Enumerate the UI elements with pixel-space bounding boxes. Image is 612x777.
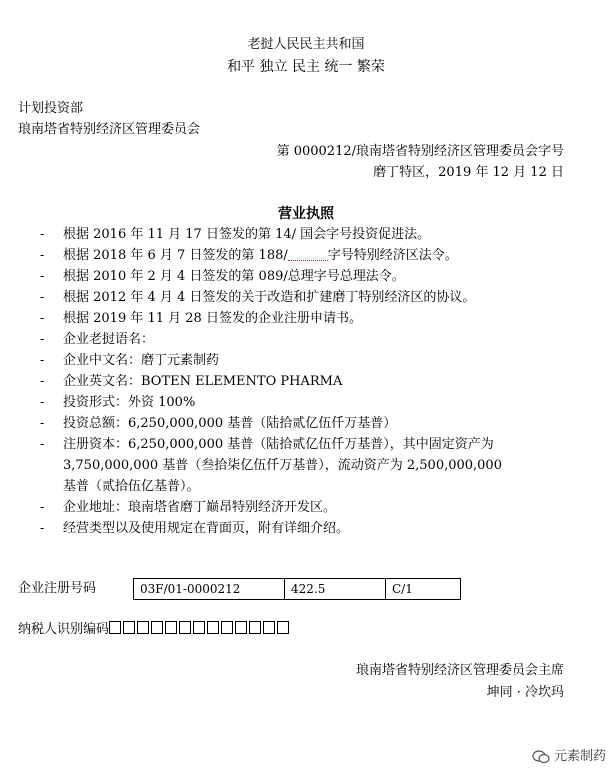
registration-number-cell: 03F/01-0000212 xyxy=(134,579,285,600)
list-item-continuation: 基普（贰拾伍亿基普）。 xyxy=(63,479,200,494)
list-item-continuation: 3,750,000,000 基普（叁拾柒亿伍仟万基普），流动资产为 2,500,000,000 xyxy=(63,458,502,473)
blank-underline xyxy=(288,250,328,261)
watermark-text: 元素制药 xyxy=(553,749,606,764)
list-bullet: - xyxy=(40,500,45,515)
tax-id-digit-box xyxy=(123,621,135,634)
list-bullet: - xyxy=(40,374,45,389)
wechat-icon xyxy=(532,750,550,764)
tax-id-digit-box xyxy=(263,621,275,634)
registration-label: 企业注册号码 xyxy=(18,581,97,596)
list-item: 注册资本：6,250,000,000 基普（陆拾贰亿伍仟万基普），其中固定资产为 xyxy=(63,437,494,452)
tax-id-digit-box xyxy=(165,621,177,634)
list-bullet: - xyxy=(40,353,45,368)
tax-id-digit-box xyxy=(249,621,261,634)
tax-id-digit-box xyxy=(193,621,205,634)
list-item: 根据 2016 年 11 月 17 日签发的第 14/ 国会字号投资促进法。 xyxy=(63,227,431,242)
tax-id-digit-box xyxy=(137,621,149,634)
list-item: 投资总额：6,250,000,000 基普（陆拾贰亿伍仟万基普） xyxy=(63,416,397,431)
list-bullet: - xyxy=(40,332,45,347)
national-motto: 和平 独立 民主 统一 繁荣 xyxy=(227,59,385,75)
list-item: 根据 2018 年 6 月 7 日签发的第 188/ 字号特别经济区法令。 xyxy=(63,248,458,263)
list-bullet: - xyxy=(40,290,45,305)
list-item: 根据 2012 年 4 月 4 日签发的关于改造和扩建磨丁特别经济区的协议。 xyxy=(63,290,476,305)
list-item: 经营类型以及使用规定在背面页，附有详细介绍。 xyxy=(63,521,350,536)
registration-table xyxy=(133,578,461,600)
tax-id-digit-box xyxy=(221,621,233,634)
tax-id-digit-box xyxy=(207,621,219,634)
tax-id-row xyxy=(18,621,291,639)
tax-id-digit-box xyxy=(235,621,247,634)
list-bullet: - xyxy=(40,521,45,536)
registration-class-cell: C/1 xyxy=(386,579,461,600)
list-bullet: - xyxy=(40,416,45,431)
tax-id-digit-box xyxy=(109,621,121,634)
issuer-committee: 琅南塔省特别经济区管理委员会 xyxy=(18,122,201,137)
tax-id-digit-box xyxy=(151,621,163,634)
list-bullet: - xyxy=(40,269,45,284)
list-item: 投资形式：外资 100% xyxy=(63,395,196,410)
signatory-name: 坤同 · 冷坎玛 xyxy=(486,685,564,700)
list-bullet: - xyxy=(40,395,45,410)
issuer-ministry: 计划投资部 xyxy=(18,101,84,116)
list-bullet: - xyxy=(40,248,45,263)
list-bullet: - xyxy=(40,227,45,242)
list-item: 根据 2010 年 2 月 4 日签发的第 089/总理字号总理法令。 xyxy=(63,269,405,284)
list-bullet: - xyxy=(40,311,45,326)
signatory-title: 琅南塔省特别经济区管理委员会主席 xyxy=(355,663,564,678)
registration-code-cell: 422.5 xyxy=(285,579,386,600)
reference-number: 第 0000212/琅南塔省特别经济区管理委员会字号 xyxy=(276,144,564,159)
list-item: 企业老挝语名： xyxy=(63,332,155,347)
issue-date: 磨丁特区，2019 年 12 月 12 日 xyxy=(373,165,564,180)
tax-id-boxes xyxy=(109,622,291,637)
document-title: 营业执照 xyxy=(278,206,334,222)
list-item: 企业地址：琅南塔省磨丁巅昂特别经济开发区。 xyxy=(63,500,337,515)
tax-id-label: 纳税人识别编码 xyxy=(18,622,110,637)
list-bullet: - xyxy=(40,437,45,452)
country-name: 老挝人民民主共和国 xyxy=(247,37,365,52)
list-item: 企业英文名：BOTEN ELEMENTO PHARMA xyxy=(63,374,343,389)
tax-id-digit-box xyxy=(179,621,191,634)
tax-id-digit-box xyxy=(277,621,289,634)
watermark xyxy=(532,748,606,766)
list-item: 企业中文名：磨丁元素制药 xyxy=(63,353,220,368)
list-item: 根据 2019 年 11 月 28 日签发的企业注册申请书。 xyxy=(63,311,362,326)
